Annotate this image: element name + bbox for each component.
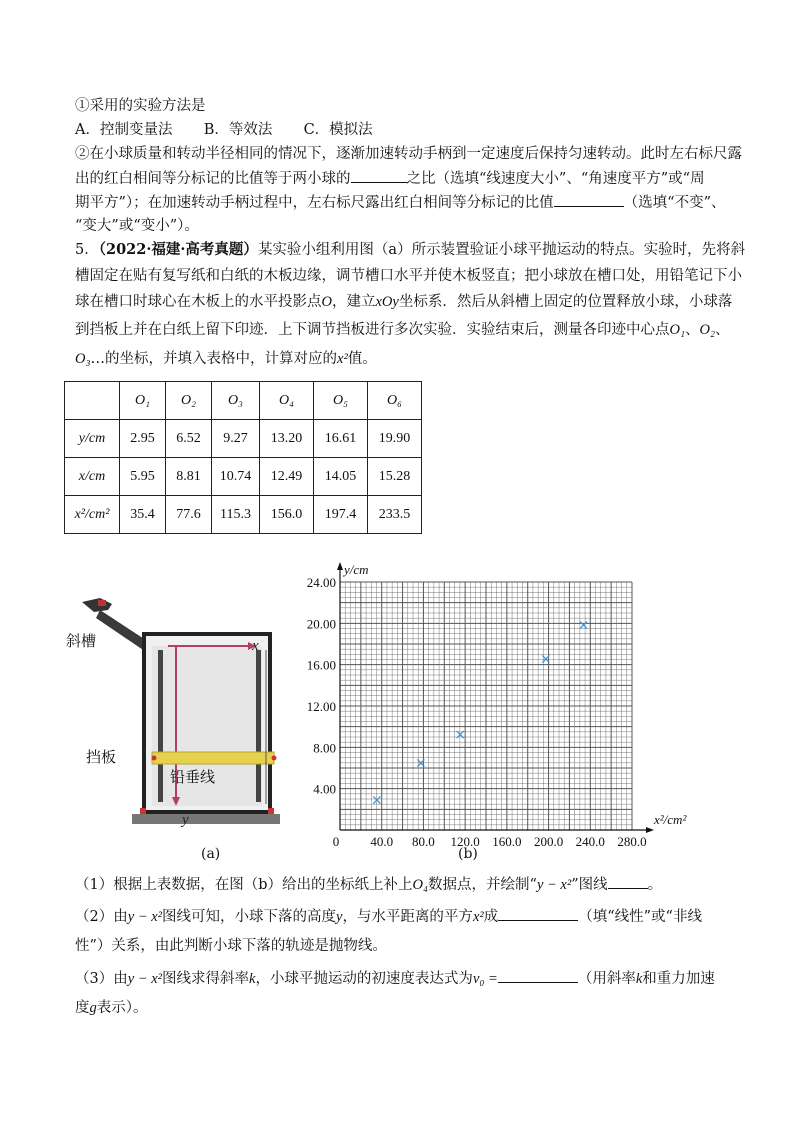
data-table <box>64 381 422 534</box>
option-c: C．模拟法 <box>303 122 373 138</box>
q1-text: ”图线 <box>571 877 608 893</box>
y-tick-label: 16.00 <box>306 657 336 673</box>
q4-line5 <box>75 192 726 213</box>
q4-line4 <box>75 168 705 189</box>
caption-a: (a) <box>201 846 221 862</box>
q5-line5d: 值。 <box>347 351 377 367</box>
x-tick-label: 120.0 <box>450 834 480 849</box>
q5-line2: 槽固定在贴有复写纸和白纸的木板边缘，调节槽口水平并使木板竖直；把小球放在槽口处，用铅笔记下小 <box>75 268 742 284</box>
q2-text: 图线可知，小球下落的高度 <box>162 909 336 925</box>
x-tick-label: 80.0 <box>412 834 435 849</box>
table-cell: 13.20 <box>260 420 314 458</box>
q4-line3: ②在小球质量和转动半径相同的情况下，逐渐加速转动手柄到一定速度后保持匀速转动。此时左右标尺露 <box>75 146 742 162</box>
x-tick-label: 40.0 <box>370 834 394 849</box>
x-tick-label: 0 <box>332 834 340 849</box>
data-point: × <box>577 617 590 634</box>
q5-line4e: 、 <box>715 322 730 338</box>
table-cell: 197.4 <box>314 496 368 534</box>
label-plumb: 铅垂线 <box>170 768 216 786</box>
y-x2-expression: y − x² <box>127 971 162 987</box>
base <box>132 814 280 824</box>
table-cell: 233.5 <box>368 496 422 534</box>
data-point: × <box>539 651 552 668</box>
x-tick-label: 280.0 <box>617 834 647 849</box>
table-header-cell: O₆ <box>368 382 422 420</box>
answer-blank <box>498 906 578 921</box>
q5-line3a: 球在槽口时球心在木板上的水平投影点 <box>75 294 322 310</box>
q3-text: （用斜率 <box>577 971 636 987</box>
y-tick-label: 20.00 <box>306 616 336 632</box>
option-b: B．等效法 <box>203 122 273 138</box>
data-point: × <box>454 727 467 744</box>
question-number: 5． <box>75 242 99 258</box>
table-cell: 5.95 <box>120 458 166 496</box>
q5-line1-text: 某实验小组利用图（a）所示装置验证小球平抛运动的特点。实验时，先将斜 <box>257 242 746 258</box>
table-row <box>65 496 422 534</box>
x-squared: x² <box>337 351 348 367</box>
q3-text: （3）由 <box>75 971 128 987</box>
answer-blank <box>498 968 578 983</box>
point-o2: O₂ <box>699 322 716 338</box>
table-cell: 16.61 <box>314 420 368 458</box>
q4-line1: ①采用的实验方法是 <box>75 98 206 114</box>
q2-text: ，与水平距离的平方 <box>342 909 473 925</box>
fig-a-y-label: y <box>182 812 189 828</box>
table-cell: 19.90 <box>368 420 422 458</box>
q4-line6: “变大”或“变小”）。 <box>75 218 199 234</box>
option-a: A．控制变量法 <box>75 122 173 138</box>
row-label: x²/cm² <box>65 496 120 534</box>
table-cell: 115.3 <box>212 496 260 534</box>
table-cell: 14.05 <box>314 458 368 496</box>
caption-b: (b) <box>458 846 478 862</box>
subquestion-3-cont <box>75 998 148 1018</box>
table-header-cell: O₂ <box>166 382 212 420</box>
q3-text: ，小球平抛运动的初速度表达式为 <box>255 971 473 987</box>
var-k: k <box>635 971 643 987</box>
x-tick-label: 200.0 <box>533 834 564 849</box>
coord-system: xOy <box>375 294 399 310</box>
q5-line5b: …的坐标，并填入表格中，计算对应的 <box>90 351 338 367</box>
q2-text: （填“线性”或“非线 <box>578 909 702 925</box>
q1-text: 。 <box>647 877 663 893</box>
q3-text: 表示）。 <box>96 1000 148 1016</box>
v0-expression: v₀ = <box>472 971 498 987</box>
table-cell: 10.74 <box>212 458 260 496</box>
fig-a-x-label: x <box>252 638 259 654</box>
question-source: （2022·福建·高考真题） <box>98 241 258 258</box>
point-o1: O₁ <box>669 322 686 338</box>
y-tick-label: 12.00 <box>306 699 336 714</box>
point-o: O <box>321 294 332 310</box>
x-tick-label: 160.0 <box>492 834 522 849</box>
table-cell: 156.0 <box>260 496 314 534</box>
table-cell: 8.81 <box>166 458 212 496</box>
table-cell: 2.95 <box>120 420 166 458</box>
row-label: y/cm <box>65 420 120 458</box>
row-label: x/cm <box>65 458 120 496</box>
q1-text: （1）根据上表数据，在图（b）给出的坐标纸上补上 <box>75 877 413 893</box>
y-x2-expression: y − x² <box>536 877 572 893</box>
data-point: × <box>415 755 427 772</box>
table-cell: 6.52 <box>166 420 212 458</box>
q1-text: 数据点，并绘制“ <box>428 877 537 893</box>
y-tick-label: 8.00 <box>313 740 336 756</box>
q4-line4b: 之比（选填“线速度大小”、“角速度平方”或“周 <box>406 171 705 187</box>
apparatus-figure <box>60 590 300 840</box>
label-chute: 斜槽 <box>66 632 97 650</box>
q5-line5 <box>75 349 377 369</box>
subquestion-2-cont: 性”）关系，由此判断小球下落的轨迹是抛物线。 <box>75 938 387 954</box>
table-row <box>65 458 422 496</box>
q4-line5b: （选填“不变”、 <box>623 195 726 211</box>
point-o3: O₃ <box>75 351 91 367</box>
table-header-cell: O₁ <box>120 382 166 420</box>
q3-text: 和重力加速 <box>642 971 715 987</box>
table-header-cell: O₄ <box>260 382 314 420</box>
answer-blank <box>608 874 648 889</box>
q5-line3e: 坐标系．然后从斜槽上固定的位置释放小球，小球落 <box>398 294 733 310</box>
baffle <box>152 752 274 764</box>
q5-line1 <box>75 240 745 260</box>
data-point: × <box>371 792 383 809</box>
x-tick-label: 240.0 <box>575 834 605 849</box>
answer-blank <box>554 192 624 207</box>
subquestion-3 <box>75 968 715 989</box>
y-tick-label: 4.00 <box>313 781 336 797</box>
table-cell: 15.28 <box>368 458 422 496</box>
table-header-cell <box>65 382 120 420</box>
x-axis-arrow-icon <box>646 827 654 833</box>
y-tick-label: 24.00 <box>306 575 336 590</box>
y-x2-expression: y − x² <box>127 909 162 925</box>
q5-line4 <box>75 320 730 340</box>
table-cell: 9.27 <box>212 420 260 458</box>
y-axis-label: y/cm <box>344 562 369 577</box>
table-header-cell: O₅ <box>314 382 368 420</box>
q2-text: （2）由 <box>75 909 128 925</box>
point-o4: O₄ <box>412 877 429 893</box>
table-header-cell: O₃ <box>212 382 260 420</box>
subquestion-1 <box>75 874 662 895</box>
q5-line3 <box>75 292 732 312</box>
answer-blank <box>351 168 407 183</box>
var-x2: x² <box>472 909 484 925</box>
table-cell: 35.4 <box>120 496 166 534</box>
x-axis-label: x²/cm² <box>654 812 687 827</box>
q5-line4c: 、 <box>685 322 700 338</box>
q3-text: 度 <box>75 1000 90 1016</box>
table-row <box>65 420 422 458</box>
table-cell: 12.49 <box>260 458 314 496</box>
var-g: g <box>89 1000 97 1016</box>
var-k: k <box>249 971 256 987</box>
q4-line5a: 期平方”）；在加速转动手柄过程中，左右标尺露出红白相间等分标记的比值 <box>75 195 554 211</box>
q5-line3c: ，建立 <box>331 294 376 310</box>
q4-options <box>75 120 373 140</box>
q3-text: 图线求得斜率 <box>162 971 249 987</box>
subquestion-2 <box>75 906 702 927</box>
q5-line4a: 到挡板上并在白纸上留下印迹．上下调节挡板进行多次实验．实验结束后，测量各印迹中心点 <box>75 322 670 338</box>
q4-line4a: 出的红白相间等分标记的比值等于两小球的 <box>75 171 351 187</box>
table-header-row <box>65 382 422 420</box>
q2-text: 成 <box>483 909 499 925</box>
y-axis-arrow-icon <box>337 562 343 570</box>
var-y: y <box>336 909 343 925</box>
graph-paper-chart <box>290 560 690 860</box>
label-baffle: 挡板 <box>86 748 117 766</box>
table-cell: 77.6 <box>166 496 212 534</box>
